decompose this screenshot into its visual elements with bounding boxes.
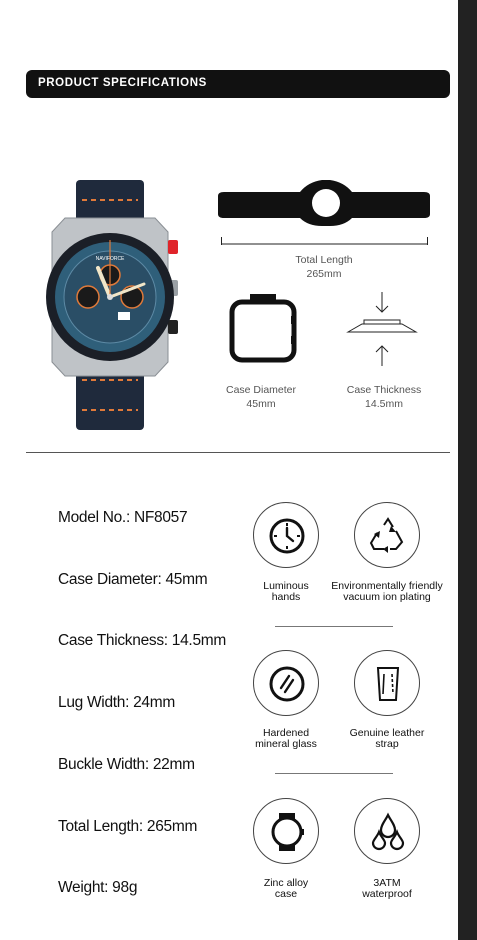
case-diameter-caption: Case Diameter 45mm [225, 384, 297, 410]
glass-icon [267, 664, 307, 704]
feature-separator [275, 626, 393, 627]
recycle-icon [368, 516, 408, 556]
zinc-alloy-case-feature [253, 798, 319, 864]
mineral-glass-feature [253, 650, 319, 716]
section-title: PRODUCT SPECIFICATIONS [38, 77, 207, 89]
spec-weight: Weight: 98g [58, 879, 138, 896]
eco-plating-feature [354, 502, 420, 568]
spec-lug-width: Lug Width: 24mm [58, 694, 175, 711]
leather-icon [368, 664, 408, 704]
clock-icon [267, 516, 307, 556]
spec-case-diameter: Case Diameter: 45mm [58, 571, 208, 588]
leather-strap-label: Genuine leather strap [349, 727, 425, 750]
leather-strap-feature [354, 650, 420, 716]
waterproof-feature [354, 798, 420, 864]
case-diameter-diagram [228, 292, 298, 364]
water-drops-icon [368, 812, 408, 852]
spec-case-thickness: Case Thickness: 14.5mm [58, 632, 226, 649]
luminous-hands-feature [253, 502, 319, 568]
spec-buckle-width: Buckle Width: 22mm [58, 756, 195, 773]
case-thickness-diagram [344, 290, 420, 368]
eco-plating-label: Environmentally friendly vacuum ion plating [331, 580, 443, 603]
total-length-dimension-line [221, 237, 428, 245]
section-divider [26, 452, 450, 453]
right-edge-strip [458, 0, 477, 940]
watch-brand: NAVIFORCE [95, 256, 125, 262]
luminous-hands-label: Luminous hands [263, 580, 309, 603]
case-thickness-caption: Case Thickness 14.5mm [346, 384, 422, 410]
watch-image [40, 180, 190, 430]
zinc-alloy-case-label: Zinc alloy case [263, 877, 309, 900]
spec-model-no: Model No.: NF8057 [58, 509, 188, 526]
spec-total-length: Total Length: 265mm [58, 818, 198, 835]
mineral-glass-label: Hardened mineral glass [255, 727, 317, 750]
total-length-caption: Total Length 265mm [295, 254, 353, 280]
feature-separator [275, 773, 393, 774]
watch-case-icon [267, 812, 307, 852]
waterproof-label: 3ATM waterproof [362, 877, 412, 900]
section-header [26, 70, 450, 98]
total-length-diagram [218, 178, 430, 228]
